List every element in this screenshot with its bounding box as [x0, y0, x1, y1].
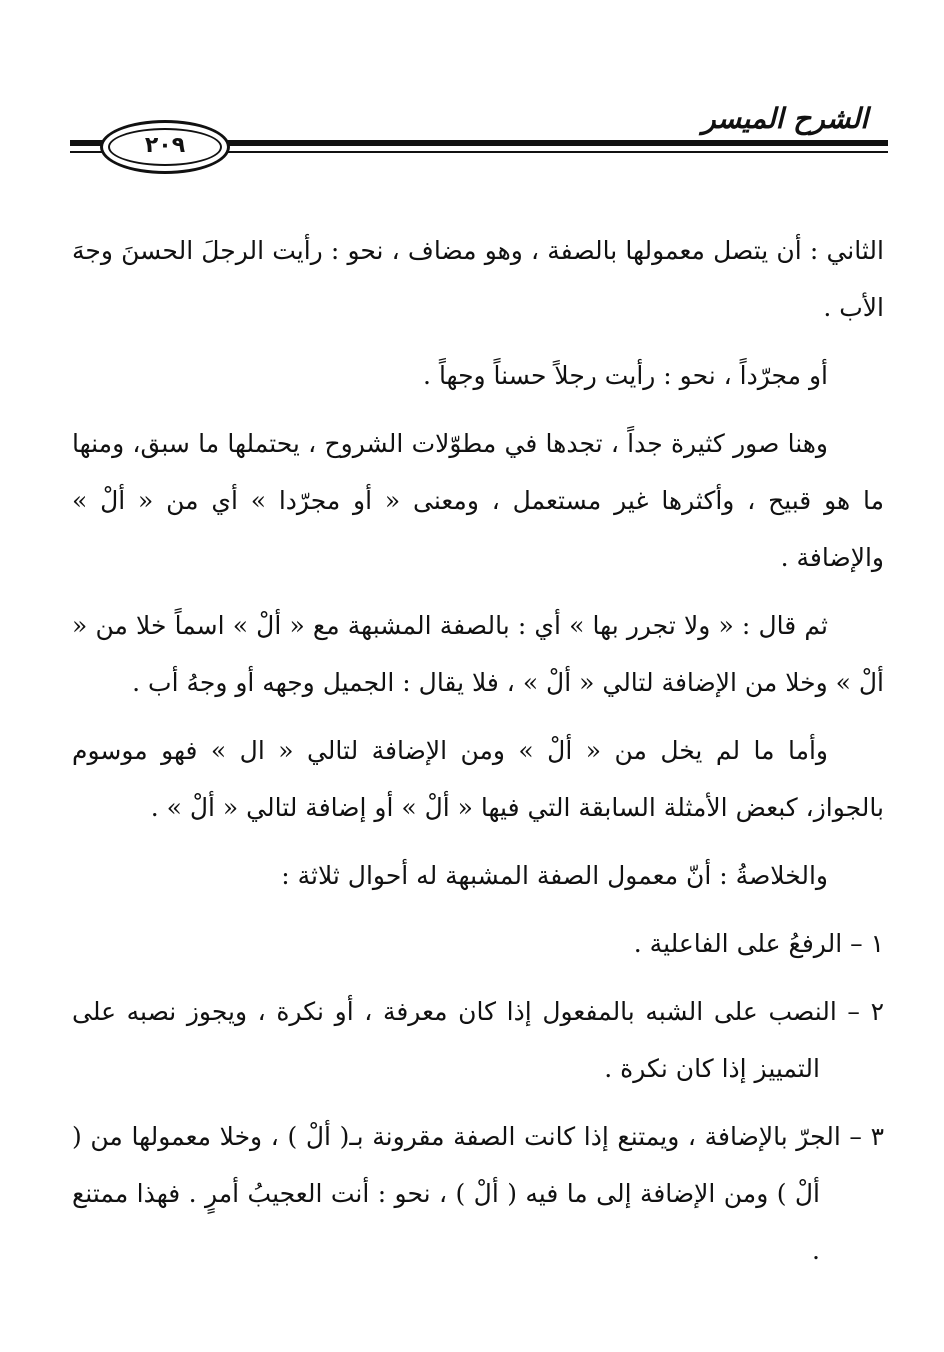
page-header — [70, 96, 888, 206]
paragraph-or-bare: أو مجرّداً ، نحو : رأيت رجلاً حسناً وجهاً . — [423, 361, 828, 390]
paragraph-second-case: الثاني : أن يتصل معمولها بالصفة ، وهو مضاف ، نحو : رأيت الرجلَ الحسنَ وجهَ الأب . — [72, 236, 884, 322]
page-number: ٢٠٩ — [144, 133, 186, 158]
page-body — [72, 222, 884, 1290]
paragraph-then-said: ثم قال : « ولا تجرر بها » أي : بالصفة المشبهة مع « ألْ » اسماً خلا من « ألْ » وخلا من الإضافة لتالي « ألْ » ، فلا يقال : الجميل وجهه أو وجهُ أب . — [72, 611, 884, 697]
paragraph-many-forms: وهنا صور كثيرة جداً ، تجدها في مطوّلات الشروح ، يحتملها ما سبق، ومنها ما هو قبيح ، وأكثرها غير مستعمل ، ومعنى « أو مجرّدا » أي من « ألْ » والإضافة . — [72, 429, 884, 572]
list-item-1: ١ – الرفعُ على الفاعلية . — [633, 929, 884, 958]
list-item-3: ٣ – الجرّ بالإضافة ، ويمتنع إذا كانت الصفة مقرونة بـ( ألْ ) ، وخلا معمولها من ( ألْ ) ومن الإضافة إلى ما فيه ( ألْ ) ، نحو : أنت العجيبُ أمرٍ . فهذا ممتنع . — [72, 1122, 884, 1265]
list-item-2: ٢ – النصب على الشبه بالمفعول إذا كان معرفة ، أو نكرة ، ويجوز نصبه على التمييز إذا كان نكرة . — [72, 997, 884, 1083]
page-number-oval — [100, 120, 230, 174]
book-title: الشرح الميسر — [702, 102, 868, 135]
paragraph-permitted: وأما ما لم يخل من « ألْ » ومن الإضافة لتالي « ال » فهو موسوم بالجواز، كبعض الأمثلة السابقة التي فيها « ألْ » أو إضافة لتالي « ألْ » . — [72, 736, 884, 822]
paragraph-summary: والخلاصةُ : أنّ معمول الصفة المشبهة له أحوال ثلاثة : — [281, 861, 828, 890]
